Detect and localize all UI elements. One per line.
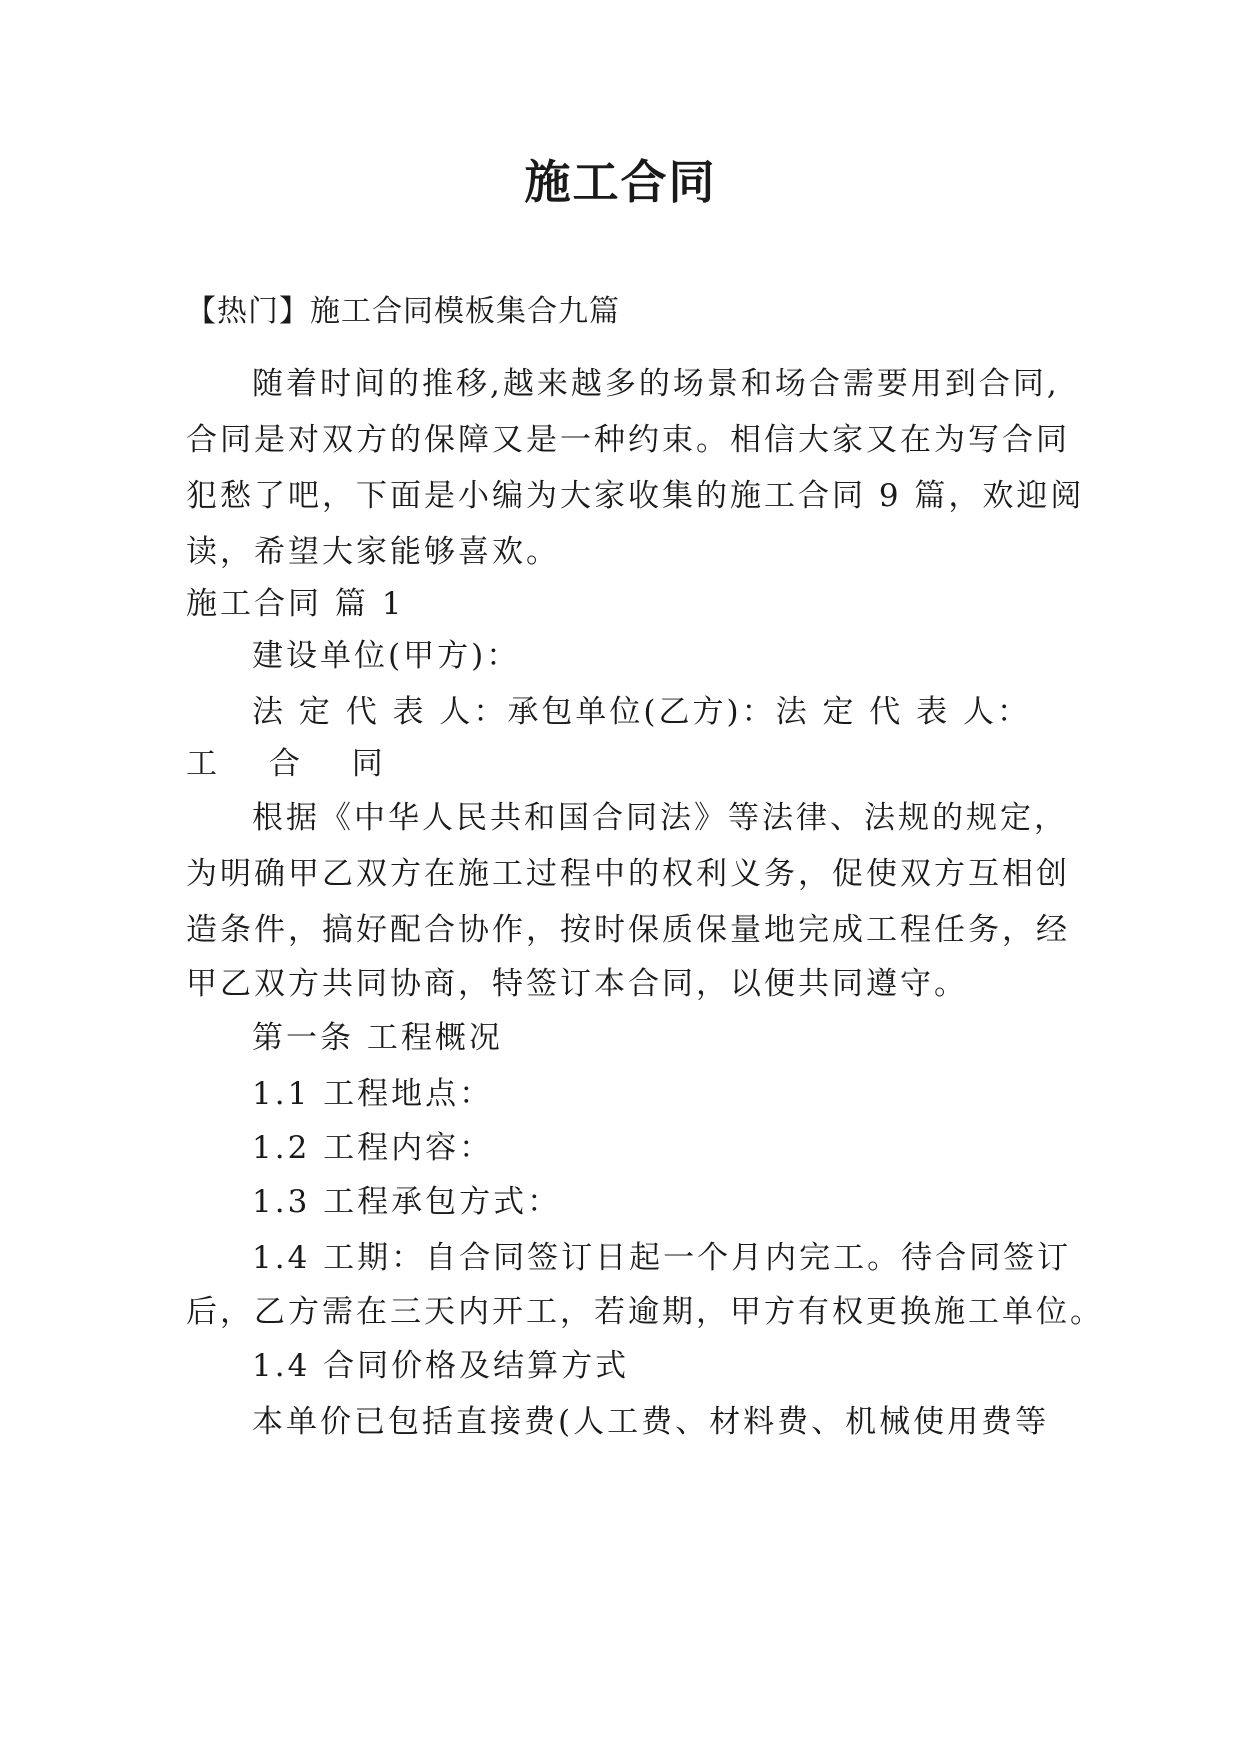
body-line: 工 合 同 xyxy=(186,746,404,782)
body-line: 甲乙双方共同协商，特签订本合同，以便共同遵守。 xyxy=(186,966,968,1002)
section-heading: 施工合同 篇 1 xyxy=(186,586,405,622)
body-line: 本单价已包括直接费(人工费、材料费、机械使用费等 xyxy=(252,1404,1050,1440)
clause-line: 1.4 合同价格及结算方式 xyxy=(252,1348,630,1384)
document-title: 施工合同 xyxy=(524,155,717,209)
body-line: 造条件，搞好配合协作，按时保质保量地完成工程任务，经 xyxy=(186,912,1070,948)
body-line: 读，希望大家能够喜欢。 xyxy=(186,534,560,570)
body-line: 根据《中华人民共和国合同法》等法律、法规的规定， xyxy=(252,800,1068,836)
clause-line: 1.2 工程内容： xyxy=(252,1130,494,1166)
body-line: 随着时间的推移,越来越多的场景和场合需要用到合同, xyxy=(252,366,1060,402)
body-line: 犯愁了吧，下面是小编为大家收集的施工合同 9 篇，欢迎阅 xyxy=(186,478,1085,514)
document-subtitle: 【热门】施工合同模板集合九篇 xyxy=(186,294,620,329)
body-line: 后，乙方需在三天内开工，若逾期，甲方有权更换施工单位。 xyxy=(186,1294,1104,1330)
article-heading: 第一条 工程概况 xyxy=(252,1020,503,1056)
clause-line: 1.3 工程承包方式： xyxy=(252,1184,562,1220)
body-line: 法 定 代 表 人：承包单位(乙方)：法 定 代 表 人： xyxy=(252,694,1032,730)
body-line: 建设单位(甲方)： xyxy=(252,638,521,674)
clause-line: 1.4 工期：自合同签订日起一个月内完工。待合同签订 xyxy=(252,1240,1072,1276)
clause-line: 1.1 工程地点： xyxy=(252,1076,494,1112)
body-line: 为明确甲乙双方在施工过程中的权利义务，促使双方互相创 xyxy=(186,856,1070,892)
body-line: 合同是对双方的保障又是一种约束。相信大家又在为写合同 xyxy=(186,422,1070,458)
